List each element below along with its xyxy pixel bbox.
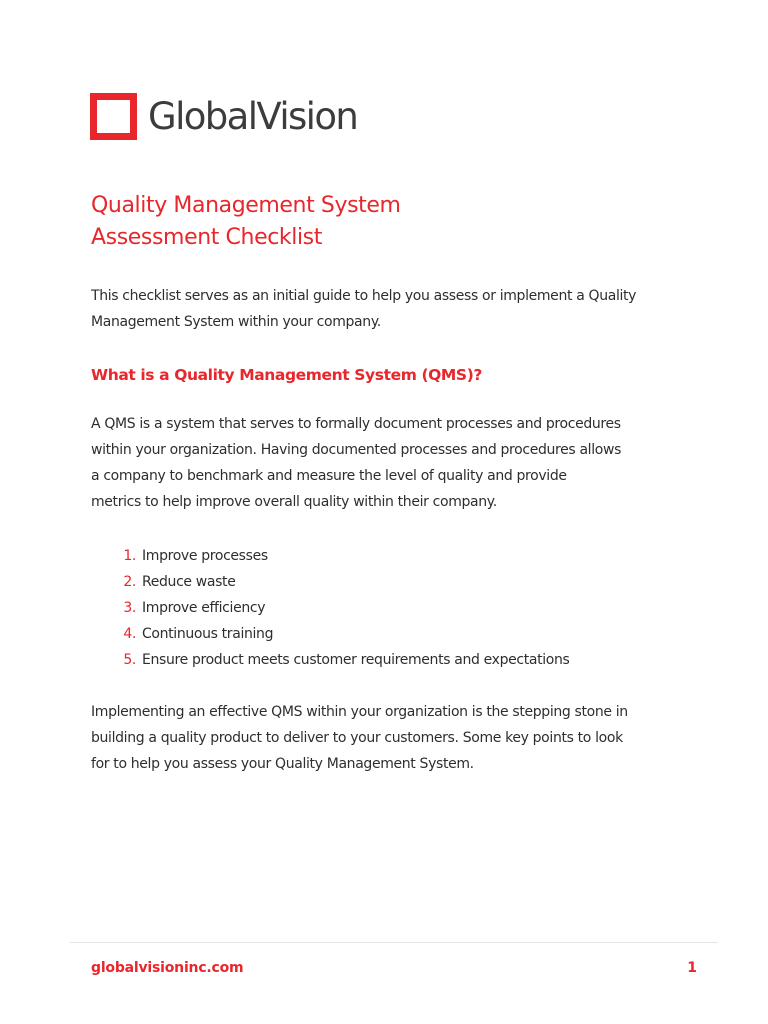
closing-line-2: building a quality product to deliver to your customers. Some key points to look (91, 730, 623, 746)
list-number: 4. (123, 626, 136, 642)
section-line-4: metrics to help improve overall quality within their company. (91, 494, 497, 510)
list-item (91, 595, 569, 621)
list-number: 5. (123, 652, 136, 668)
list-number: 1. (123, 548, 136, 564)
logo-text: GlobalVision (148, 95, 358, 138)
list-item (91, 647, 569, 673)
footer-divider (70, 942, 718, 943)
list-item-text: Ensure product meets customer requirements and expectations (142, 652, 570, 668)
intro-line-1: This checklist serves as an initial guide to help you assess or implement a Quality (91, 288, 637, 304)
square-logo-icon (90, 93, 137, 140)
list-item-text: Improve efficiency (142, 600, 266, 616)
list-number: 2. (123, 574, 136, 590)
title-line-1: Quality Management System (91, 193, 401, 218)
closing-line-3: for to help you assess your Quality Management System. (91, 756, 474, 772)
section-paragraph (91, 411, 681, 515)
section-line-2: within your organization. Having documented processes and procedures allows (91, 442, 622, 458)
list-item (91, 543, 569, 569)
list-item (91, 569, 569, 595)
list-item-text: Improve processes (142, 548, 268, 564)
footer-website-link[interactable]: globalvisioninc.com (91, 960, 244, 976)
section-heading: What is a Quality Management System (QMS)? (91, 366, 482, 384)
page-number: 1 (687, 960, 697, 976)
benefits-list (91, 543, 569, 673)
list-item-text: Continuous training (142, 626, 274, 642)
intro-line-2: Management System within your company. (91, 314, 381, 330)
title-line-2: Assessment Checklist (91, 225, 322, 250)
intro-paragraph (91, 283, 681, 335)
list-item (91, 621, 569, 647)
list-number: 3. (123, 600, 136, 616)
list-item-text: Reduce waste (142, 574, 236, 590)
closing-paragraph (91, 699, 681, 777)
closing-line-1: Implementing an effective QMS within your organization is the stepping stone in (91, 704, 628, 720)
globalvision-logo (90, 93, 357, 140)
section-line-3: a company to benchmark and measure the level of quality and provide (91, 468, 567, 484)
section-line-1: A QMS is a system that serves to formally document processes and procedures (91, 416, 621, 432)
document-title (91, 190, 401, 254)
